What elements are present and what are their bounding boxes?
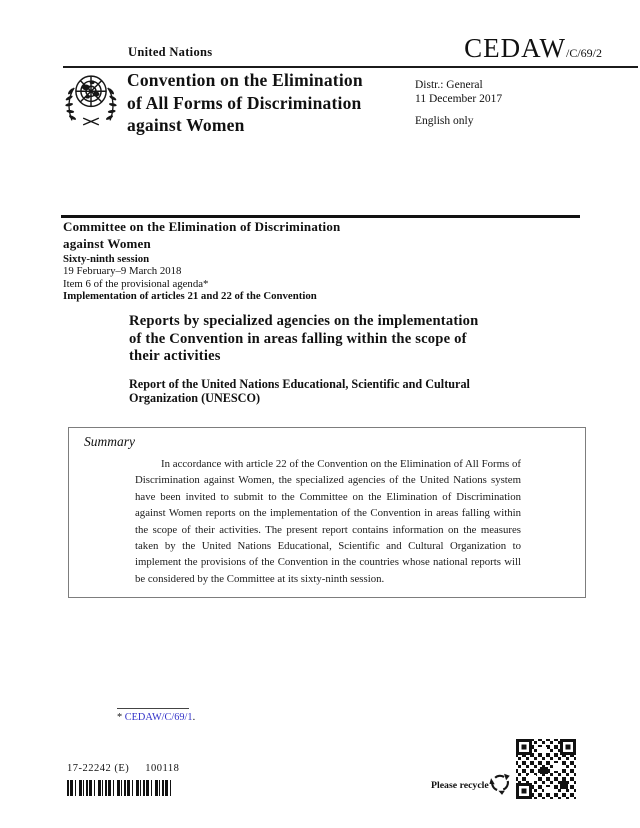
agenda-item: Item 6 of the provisional agenda* — [63, 277, 209, 290]
summary-box — [68, 427, 586, 598]
report-title-line: of the Convention in areas falling within the scope of — [129, 330, 467, 347]
date-code: 100118 — [145, 763, 180, 774]
report-title — [129, 313, 478, 366]
job-number: 17-22242 (E) — [67, 763, 130, 774]
report-title-line: Reports by specialized agencies on the implementation — [129, 313, 479, 329]
convention-title-line: of All Forms of Discrimination — [127, 92, 362, 113]
committee-name-line: Committee on the Elimination of Discrimination — [63, 219, 341, 234]
qr-code-icon — [514, 737, 578, 801]
footnote-marker: * — [117, 712, 123, 723]
doc-symbol — [464, 33, 602, 64]
session-title: Sixty-ninth session — [63, 253, 150, 265]
agenda-topic: Implementation of articles 21 and 22 of the Convention — [63, 290, 317, 303]
header-rule — [63, 66, 638, 68]
report-title-line: their activities — [129, 348, 221, 365]
committee-name-line: against Women — [63, 235, 151, 251]
distr-type: Distr.: General — [415, 79, 483, 91]
doc-symbol-main: CEDAW — [464, 33, 566, 63]
masthead-rule — [61, 215, 580, 218]
convention-title — [127, 69, 363, 137]
org-name: United Nations — [128, 45, 213, 59]
report-subtitle — [129, 377, 470, 406]
footnote-suffix: . — [192, 712, 196, 723]
convention-title-line: against Women — [127, 115, 245, 135]
committee-name — [63, 219, 340, 252]
doc-symbol-suffix: /C/69/2 — [565, 46, 602, 60]
summary-heading: Summary — [84, 434, 135, 449]
summary-body-text: In accordance with article 22 of the Convention on the Elimination of All Forms of Discrimination against Women, the specialized agencies of the United Nations system have been invited to submit to the Committee on the Elimination of Discrimination against Women reports on the implementation of the Convention in areas falling within the scope of their activities. The present report contains information on the measures taken by the United Nations Educational, Scientific and Cultural Organization to implement the provisions of the Convention in the countries whose national reports will be considered by the Committee at its sixty-ninth session. — [135, 458, 521, 585]
convention-title-line: Convention on the Elimination — [127, 70, 363, 90]
un-emblem-icon — [63, 66, 119, 130]
barcode-icon — [67, 780, 173, 796]
footnote — [117, 712, 195, 723]
session-details — [63, 253, 317, 303]
report-subtitle-line: Report of the United Nations Educational, Scientific and Cultural — [129, 377, 470, 391]
footnote-rule — [117, 708, 189, 709]
job-number-line — [67, 763, 179, 774]
recycle-icon — [487, 767, 513, 795]
please-recycle-label: Please recycle — [431, 780, 489, 791]
report-subtitle-line: Organization (UNESCO) — [129, 391, 261, 406]
distr-date: 11 December 2017 — [415, 92, 503, 105]
language-note: English only — [415, 115, 474, 127]
footnote-document-link[interactable]: CEDAW/C/69/1 — [124, 712, 193, 723]
distribution-block — [415, 79, 502, 106]
session-dates: 19 February–9 March 2018 — [63, 265, 182, 278]
